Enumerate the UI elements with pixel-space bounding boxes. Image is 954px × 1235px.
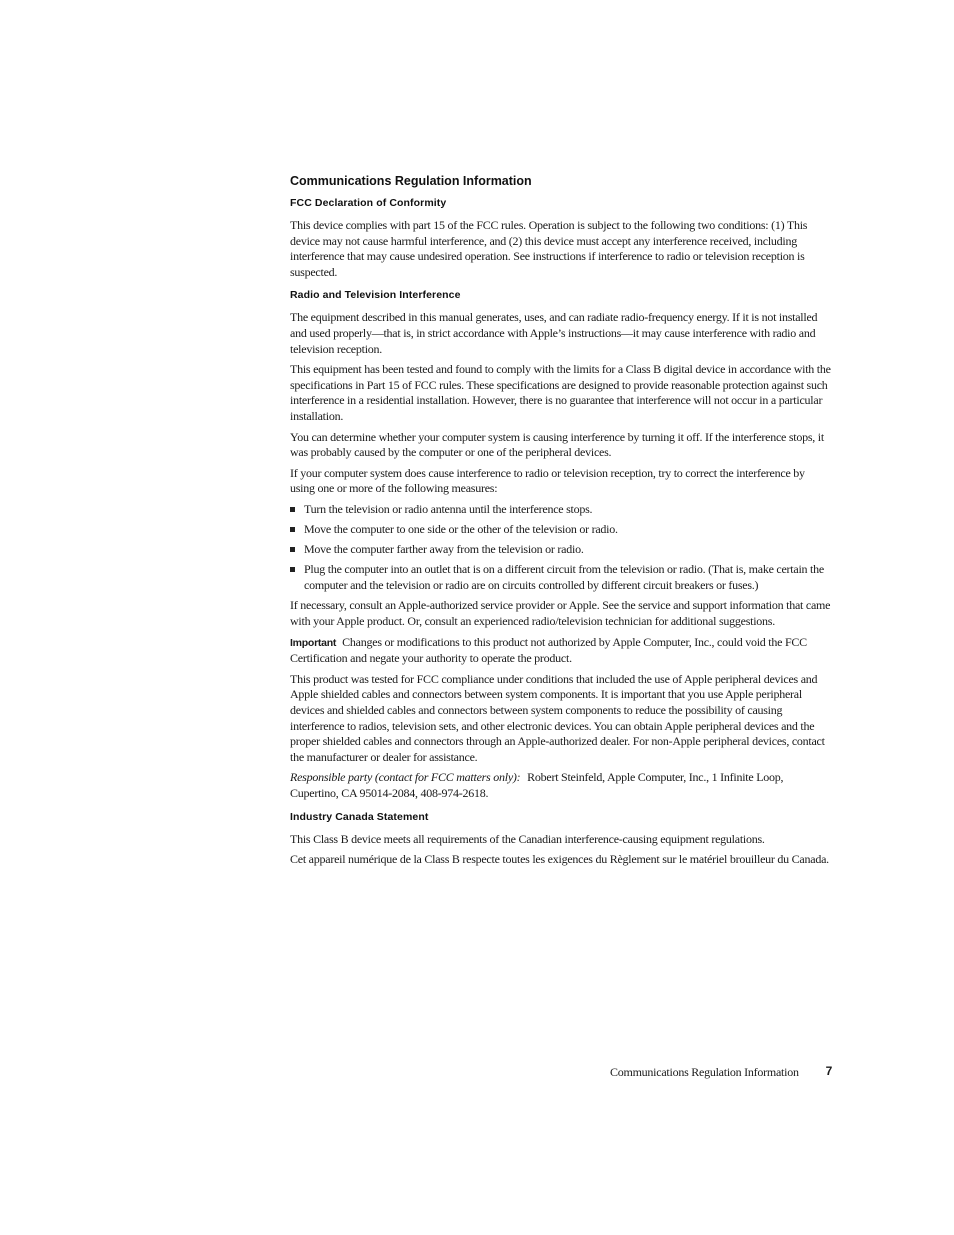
list-item-text: Plug the computer into an outlet that is on a different circuit from the television or radio. (That is, make certain the computer and the television or radio are on circuits controlled by different circuit breakers or fuses.) [304,562,824,592]
radio-tv-paragraph-2: This equipment has been tested and found to comply with the limits for a Class B digital device in accordance with the specifications in Part 15 of FCC rules. These specifications are designed to provide reasonable protection against such interference in a residential installation. However, there is no guarantee that interference will not occur in a particular installation. [290,362,831,423]
square-bullet-icon [290,547,295,552]
footer-section-title: Communications Regulation Information [610,1065,799,1079]
measures-list [290,502,832,593]
tested-paragraph: This product was tested for FCC compliance under conditions that included the use of Apple peripheral devices and Apple shielded cables and connectors between system components. It is important that you use Apple peripheral devices and shielded cables and connectors between system components to reduce the possibility of causing interference to radios, television sets, and other electronic devices. You can obtain Apple peripheral devices and the proper shielded cables and connectors through an Apple-authorized dealer. For non-Apple peripheral devices, contact the manufacturer or dealer for assistance. [290,671,825,764]
square-bullet-icon [290,527,295,532]
list-item [290,542,832,558]
responsible-paragraph [290,770,832,801]
canada-english-paragraph: This Class B device meets all requirements of the Canadian interference-causing equipment regulations. [290,831,765,846]
canada-heading: Industry Canada Statement [290,810,429,823]
radio-tv-paragraph-4: If your computer system does cause interference to radio or television reception, try to correct the interference by using one or more of the following measures: [290,465,805,496]
list-item [290,522,832,538]
square-bullet-icon [290,567,295,572]
fcc-heading: FCC Declaration of Conformity [290,197,447,209]
important-text: Changes or modifications to this product not authorized by Apple Computer, Inc., could void the FCC Certification and negate your authority to operate the product. [290,634,807,666]
list-item [290,502,832,518]
consult-paragraph: If necessary, consult an Apple-authorized service provider or Apple. See the service and support information that came with your Apple product. Or, consult an experienced radio/television technician for additional suggestions. [290,598,831,628]
page-footer [610,1065,832,1080]
important-label: Important [290,636,337,649]
page-number: 7 [825,1064,832,1078]
responsible-label: Responsible party (contact for FCC matters only): [290,770,521,785]
list-item [290,562,832,593]
important-paragraph [290,635,832,667]
list-item-text: Turn the television or radio antenna until the interference stops. [304,501,593,516]
radio-tv-paragraph-1: The equipment described in this manual generates, uses, and can radiate radio-frequency energy. If it is not installed and used properly—that is, in strict accordance with Apple’s instructions—it may cause interference with radio and television reception. [290,310,818,356]
page-content [290,174,832,873]
radio-tv-heading: Radio and Television Interference [290,289,461,302]
radio-tv-paragraph-3: You can determine whether your computer system is causing interference by turning it off. If the interference stops, it was probably caused by the computer or one of the peripheral devices. [290,429,824,460]
list-item-text: Move the computer farther away from the television or radio. [304,542,584,557]
canada-french-paragraph: Cet appareil numérique de la Class B respecte toutes les exigences du Règlement sur le matériel brouilleur du Canada. [290,852,829,867]
fcc-paragraph: This device complies with part 15 of the FCC rules. Operation is subject to the following two conditions: (1) This device may not cause harmful interference, and (2) this device must accept any interference received, including interference that may cause undesired operation. See instructions if interference to radio or television reception is suspected. [290,218,808,279]
responsible-text: Robert Steinfeld, Apple Computer, Inc., 1 Infinite Loop, Cupertino, CA 95014-2084, 408-974-2618. [290,770,784,800]
list-item-text: Move the computer to one side or the other of the television or radio. [304,522,618,536]
square-bullet-icon [290,507,295,512]
page-title: Communications Regulation Information [290,174,532,188]
